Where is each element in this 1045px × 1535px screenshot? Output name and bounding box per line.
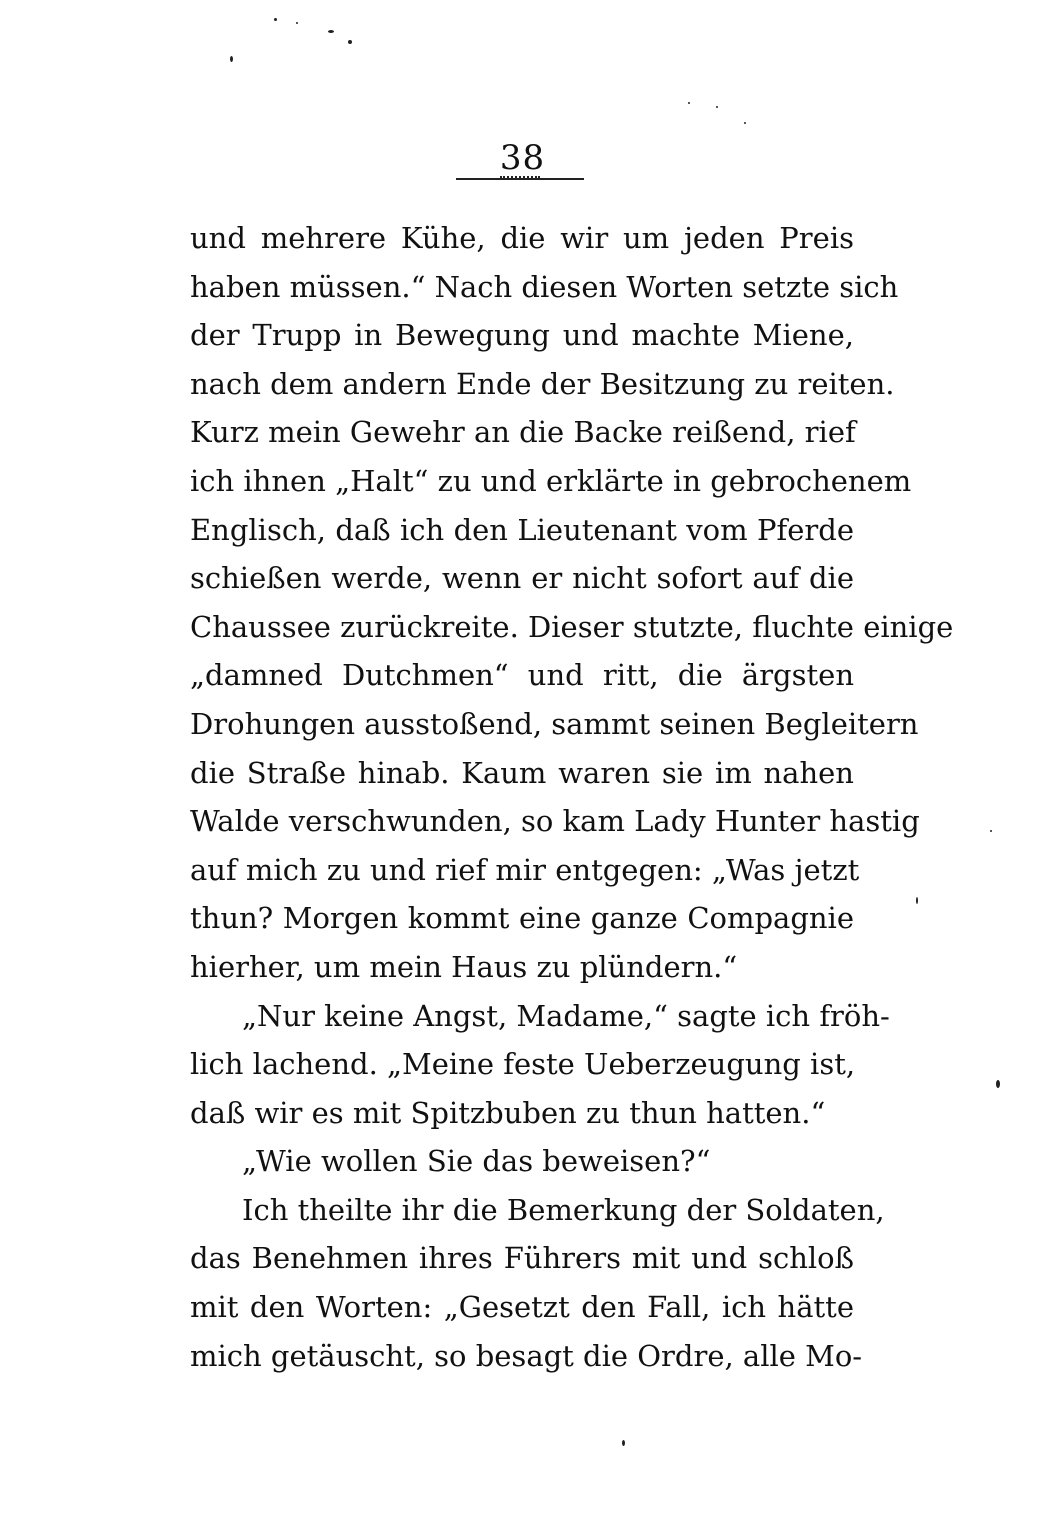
scan-speck xyxy=(996,1080,1000,1088)
scan-speck xyxy=(348,40,352,44)
text-line: nach dem andern Ende der Besitzung zu reiten. xyxy=(190,366,895,401)
body-text xyxy=(190,214,954,1380)
scan-speck xyxy=(716,106,718,108)
scan-speck xyxy=(274,18,277,21)
text-line: haben müssen.“ Nach diesen Worten setzte sich xyxy=(190,269,899,304)
scan-speck xyxy=(990,830,992,832)
scan-speck xyxy=(328,30,334,33)
scan-speck xyxy=(744,122,746,124)
text-line: der Trupp in Bewegung und machte Miene, xyxy=(190,318,854,353)
text-line: Ich theilte ihr die Bemerkung der Soldaten, xyxy=(242,1192,885,1227)
text-line: die Straße hinab. Kaum waren sie im nahen xyxy=(190,755,854,790)
scan-speck xyxy=(916,897,918,904)
text-line: Walde verschwunden, so kam Lady Hunter hastig xyxy=(190,804,920,839)
text-line: lich lachend. „Meine feste Ueberzeugung ist, xyxy=(190,1047,856,1082)
text-line: auf mich zu und rief mir entgegen: „Was jetzt xyxy=(190,852,860,887)
text-line: ich ihnen „Halt“ zu und erklärte in gebrochenem xyxy=(190,463,912,498)
page-number: 38 xyxy=(499,138,546,178)
text-line: Drohungen ausstoßend, sammt seinen Begleitern xyxy=(190,706,919,741)
text-line: mit den Worten: „Gesetzt den Fall, ich hätte xyxy=(190,1290,854,1325)
text-line: das Benehmen ihres Führers mit und schloß xyxy=(190,1241,854,1276)
text-line: mich getäuscht, so besagt die Ordre, alle Mo- xyxy=(190,1338,863,1373)
text-line: schießen werde, wenn er nicht sofort auf die xyxy=(190,561,854,596)
text-line: Englisch, daß ich den Lieutenant vom Pferde xyxy=(190,512,854,547)
text-line: Chaussee zurückreite. Dieser stutzte, fluchte einige xyxy=(190,609,954,644)
text-line: „damned Dutchmen“ und ritt, die ärgsten xyxy=(190,658,854,693)
scan-speck xyxy=(230,56,233,62)
header-rule xyxy=(456,178,584,180)
text-line: „Nur keine Angst, Madame,“ sagte ich fröh- xyxy=(242,998,890,1033)
text-line: „Wie wollen Sie das beweisen?“ xyxy=(242,1144,711,1179)
text-line: Kurz mein Gewehr an die Backe reißend, rief xyxy=(190,415,856,450)
text-line: hierher, um mein Haus zu plündern.“ xyxy=(190,949,738,984)
text-line: thun? Morgen kommt eine ganze Compagnie xyxy=(190,901,854,936)
scan-speck xyxy=(688,102,690,104)
text-line: daß wir es mit Spitzbuben zu thun hatten.“ xyxy=(190,1095,826,1130)
text-line: und mehrere Kühe, die wir um jeden Preis xyxy=(190,221,854,255)
scan-speck xyxy=(622,1440,625,1446)
scan-speck xyxy=(296,22,298,24)
